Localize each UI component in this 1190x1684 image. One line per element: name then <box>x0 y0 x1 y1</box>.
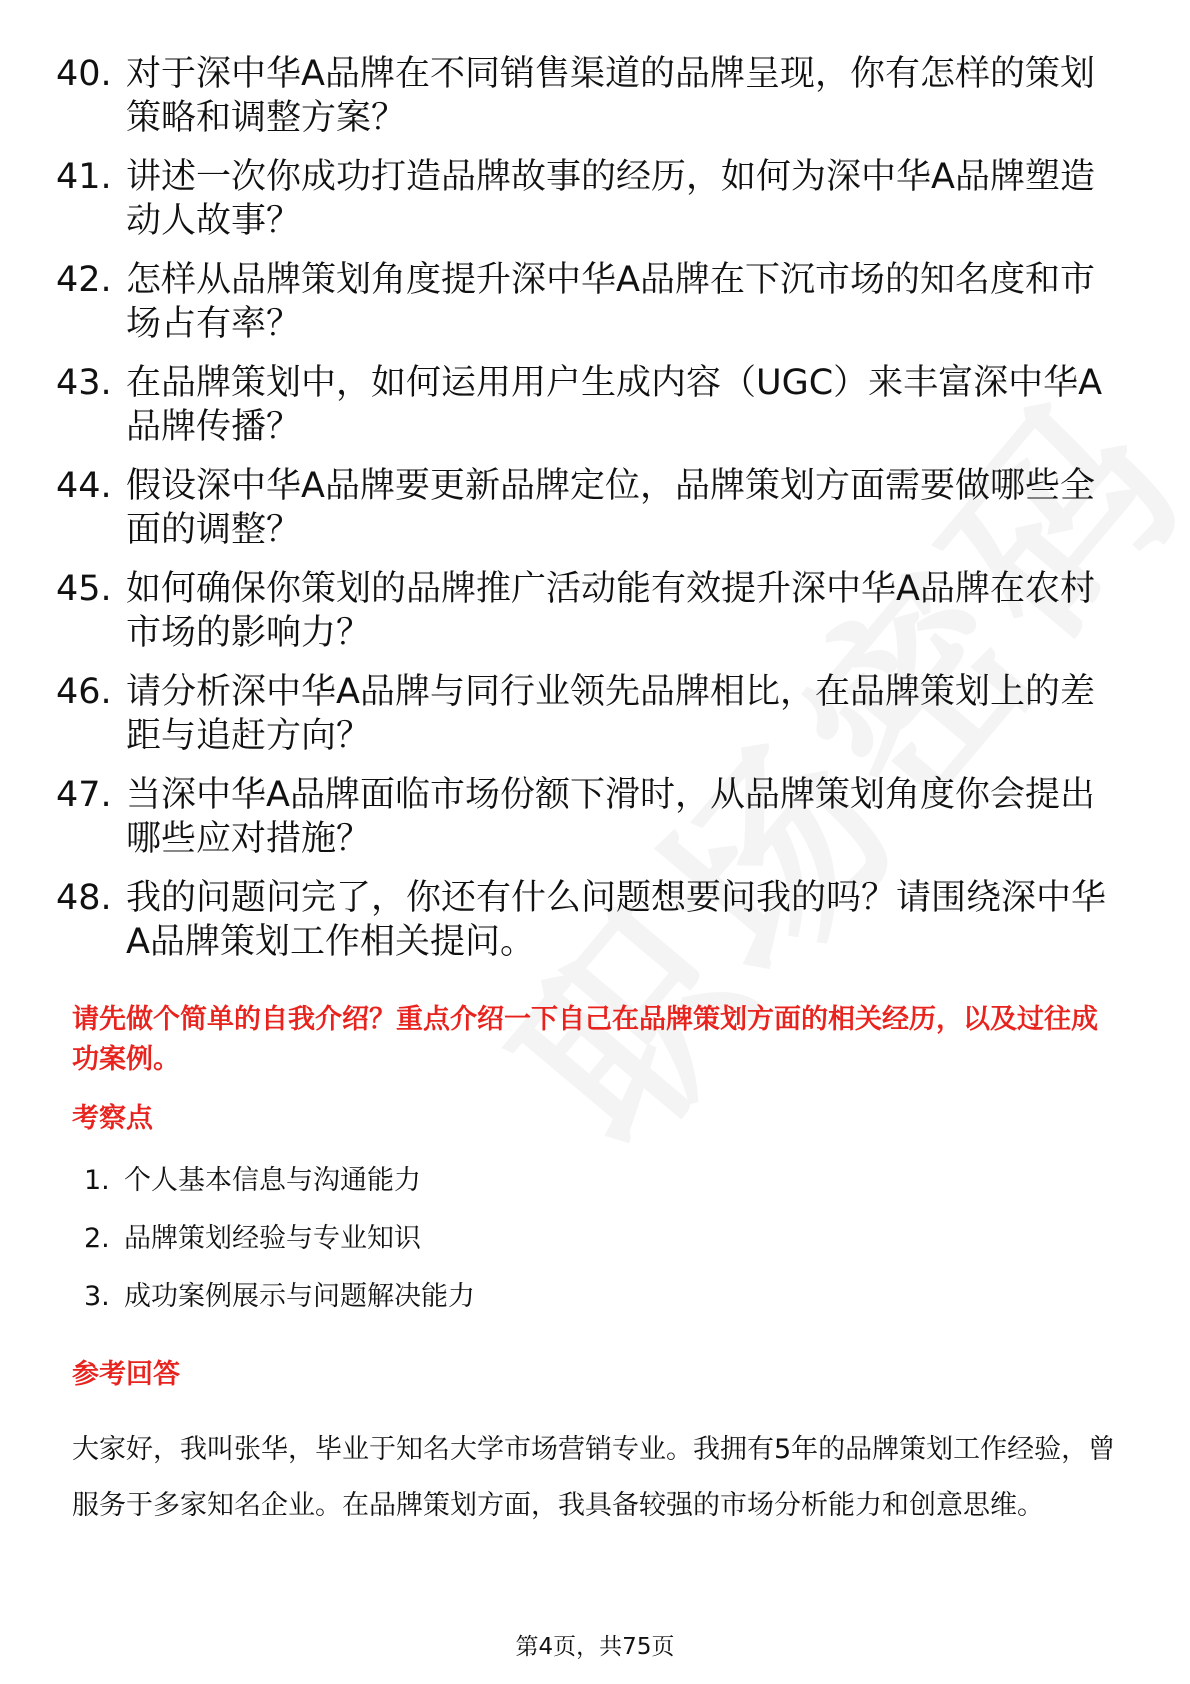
item-text: 如何确保你策划的品牌推广活动能有效提升深中华A品牌在农村市场的影响力？ <box>126 569 1095 653</box>
item-text: 我的问题问完了，你还有什么问题想要问我的吗？请围绕深中华A品牌策划工作相关提问。 <box>126 878 1107 962</box>
item-text: 对于深中华A品牌在不同销售渠道的品牌呈现，你有怎样的策划策略和调整方案？ <box>126 54 1095 138</box>
list-item <box>84 1278 475 1316</box>
item-number: 47. <box>56 775 112 815</box>
focus-points-list <box>84 1162 475 1336</box>
answer-paragraph: 大家好，我叫张华，毕业于知名大学市场营销专业。我拥有5年的品牌策划工作经验，曾服务于多家知名企业。在品牌策划方面，我具备较强的市场分析能力和创意思维。 <box>72 1434 1116 1521</box>
list-item <box>56 52 1116 140</box>
item-text: 怎样从品牌策划角度提升深中华A品牌在下沉市场的知名度和市场占有率？ <box>126 260 1095 344</box>
item-text: 个人基本信息与沟通能力 <box>124 1165 421 1196</box>
answer-heading: 参考回答 <box>72 1359 180 1390</box>
item-number: 45. <box>56 569 112 609</box>
list-item <box>84 1220 475 1258</box>
page-number: 第4页，共75页 <box>515 1634 675 1660</box>
item-number: 3. <box>84 1281 110 1312</box>
question-list <box>56 52 1116 979</box>
item-number: 48. <box>56 878 112 918</box>
item-number: 1. <box>84 1165 110 1196</box>
item-number: 44. <box>56 466 112 506</box>
list-item <box>56 773 1116 861</box>
list-item <box>56 361 1116 449</box>
item-text: 假设深中华A品牌要更新品牌定位，品牌策划方面需要做哪些全面的调整？ <box>126 466 1095 550</box>
item-number: 42. <box>56 260 112 300</box>
list-item <box>56 670 1116 758</box>
list-item <box>56 155 1116 243</box>
item-text: 请分析深中华A品牌与同行业领先品牌相比，在品牌策划上的差距与追赶方向？ <box>126 672 1095 756</box>
item-text: 讲述一次你成功打造品牌故事的经历，如何为深中华A品牌塑造动人故事？ <box>126 157 1095 241</box>
item-text: 成功案例展示与问题解决能力 <box>124 1281 475 1312</box>
item-text: 在品牌策划中，如何运用用户生成内容（UGC）来丰富深中华A品牌传播？ <box>126 363 1103 447</box>
item-number: 40. <box>56 54 112 94</box>
item-number: 46. <box>56 672 112 712</box>
list-item <box>56 567 1116 655</box>
focus-heading: 考察点 <box>72 1103 153 1134</box>
list-item <box>56 876 1116 964</box>
list-item <box>56 464 1116 552</box>
item-number: 41. <box>56 157 112 197</box>
item-number: 2. <box>84 1223 110 1254</box>
item-text: 品牌策划经验与专业知识 <box>124 1223 421 1254</box>
item-number: 43. <box>56 363 112 403</box>
item-text: 当深中华A品牌面临市场份额下滑时，从品牌策划角度你会提出哪些应对措施？ <box>126 775 1095 859</box>
list-item <box>84 1162 475 1200</box>
featured-question: 请先做个简单的自我介绍？重点介绍一下自己在品牌策划方面的相关经历，以及过往成功案例。 <box>72 1004 1098 1075</box>
list-item <box>56 258 1116 346</box>
